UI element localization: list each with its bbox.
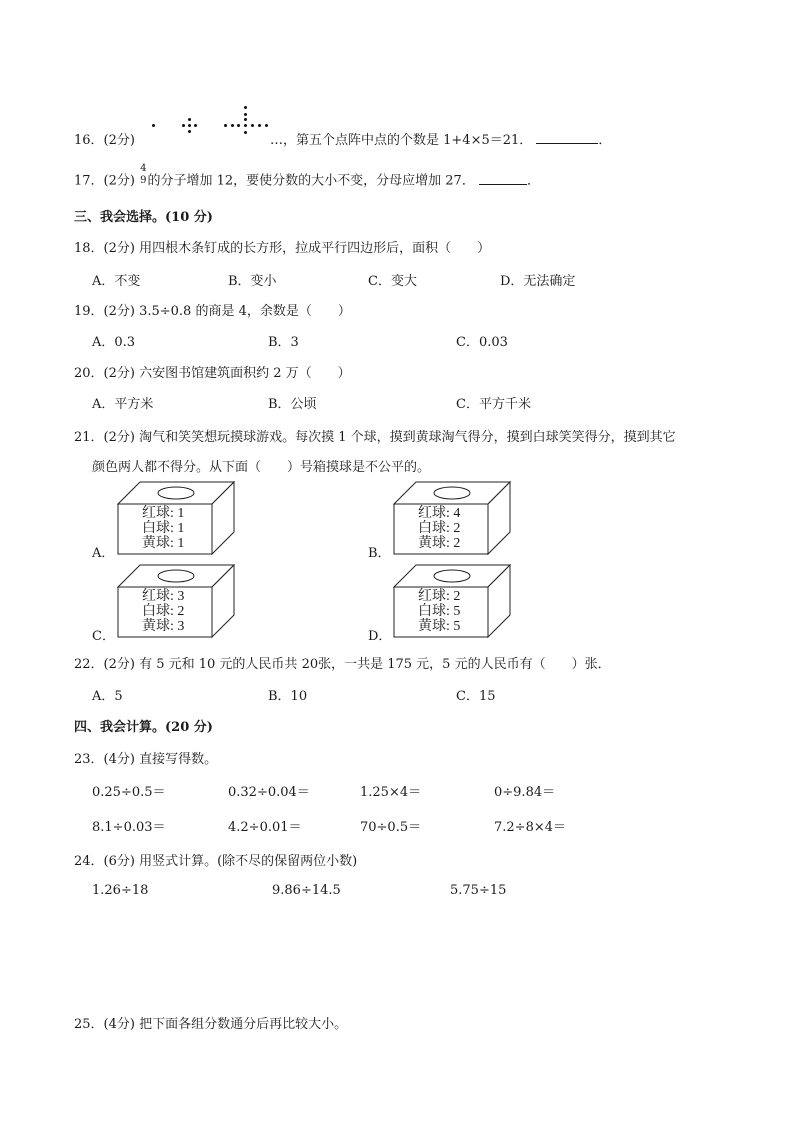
option-c[interactable]: C．平方千米 — [456, 397, 531, 412]
question-25: 25．(4分) 把下面各组分数通分后再比较大小。 — [74, 1017, 348, 1032]
box-option-b[interactable]: B． — [368, 546, 391, 561]
box-option-c[interactable]: C． — [92, 629, 115, 644]
box-contents: 红球: 3 白球: 2 黄球: 3 — [142, 589, 185, 634]
box-contents: 红球: 2 白球: 5 黄球: 5 — [418, 589, 461, 634]
question-22: 22．(2分) 有 5 元和 10 元的人民币共 20张，一共是 175 元，5 元的人民币有（ ）张． — [74, 657, 611, 672]
option-b[interactable]: B．公顷 — [268, 397, 317, 412]
calc-item: 0.32÷0.04＝ — [228, 785, 310, 800]
question-number: 16．(2分) — [74, 133, 135, 148]
option-c[interactable]: C．15 — [456, 689, 496, 704]
option-a[interactable]: A．0.3 — [92, 335, 136, 350]
question-17: 17．(2分) 4 9 的分子增加 12，要使分数的大小不变，分母应增加 27． ． — [74, 163, 540, 189]
section-header: 三、我会选择。(10 分) — [74, 210, 213, 225]
box-contents: 红球: 4 白球: 2 黄球: 2 — [418, 506, 461, 551]
question-23: 23．(4分) 直接写得数。 — [74, 752, 218, 767]
calc-item: 4.2÷0.01＝ — [228, 820, 302, 835]
option-d[interactable]: D．无法确定 — [500, 274, 576, 289]
calc-item: 9.86÷14.5 — [272, 883, 341, 898]
calc-item: 1.25×4＝ — [360, 785, 422, 800]
question-20: 20．(2分) 六安图书馆建筑面积约 2 万（ ） — [74, 366, 351, 381]
option-a[interactable]: A．5 — [92, 689, 123, 704]
box-option-a[interactable]: A． — [92, 546, 115, 561]
calc-item: 0÷9.84＝ — [494, 785, 556, 800]
option-c[interactable]: C．0.03 — [456, 335, 508, 350]
option-c[interactable]: C．变大 — [368, 274, 417, 289]
question-21: 21．(2分) 淘气和笑笑想玩摸球游戏。每次摸 1 个球，摸到黄球淘气得分，摸到白球笑笑得分，摸到其它 — [74, 430, 676, 445]
fraction: 4 9 — [140, 163, 147, 186]
option-a[interactable]: A．平方米 — [92, 397, 154, 412]
question-18: 18．(2分) 用四根木条钉成的长方形，拉成平行四边形后，面积（ ） — [74, 241, 491, 256]
ball-box-d — [392, 563, 512, 639]
option-b[interactable]: B．变小 — [228, 274, 277, 289]
calc-item: 5.75÷15 — [450, 883, 507, 898]
calc-item: 8.1÷0.03＝ — [92, 820, 166, 835]
question-16-text: …，第五个点阵中点的个数是 1+4×5＝21． ． — [270, 133, 612, 148]
calc-item: 70÷0.5＝ — [360, 820, 422, 835]
question-21-line2: 颜色两人都不得分。从下面（ ）号箱摸球是不公平的。 — [92, 460, 431, 475]
calc-item: 0.25÷0.5＝ — [92, 785, 166, 800]
option-b[interactable]: B．10 — [268, 689, 308, 704]
question-24: 24．(6分) 用竖式计算。(除不尽的保留两位小数) — [74, 854, 358, 869]
ball-box-c — [116, 563, 236, 639]
ball-box-a — [116, 480, 236, 556]
question-16 — [74, 129, 135, 148]
dot-pattern-figure — [148, 104, 270, 136]
box-contents: 红球: 1 白球: 1 黄球: 1 — [142, 506, 185, 551]
calc-item: 1.26÷18 — [92, 883, 149, 898]
option-a[interactable]: A．不变 — [92, 274, 141, 289]
answer-blank[interactable] — [479, 172, 527, 185]
box-option-d[interactable]: D． — [368, 629, 392, 644]
section-header: 四、我会计算。(20 分) — [74, 720, 213, 735]
calc-item: 7.2÷8×4＝ — [494, 820, 567, 835]
question-19: 19．(2分) 3.5÷0.8 的商是 4，余数是（ ） — [74, 304, 351, 319]
answer-blank[interactable] — [536, 131, 598, 144]
ball-box-b — [392, 480, 512, 556]
option-b[interactable]: B．3 — [268, 335, 299, 350]
